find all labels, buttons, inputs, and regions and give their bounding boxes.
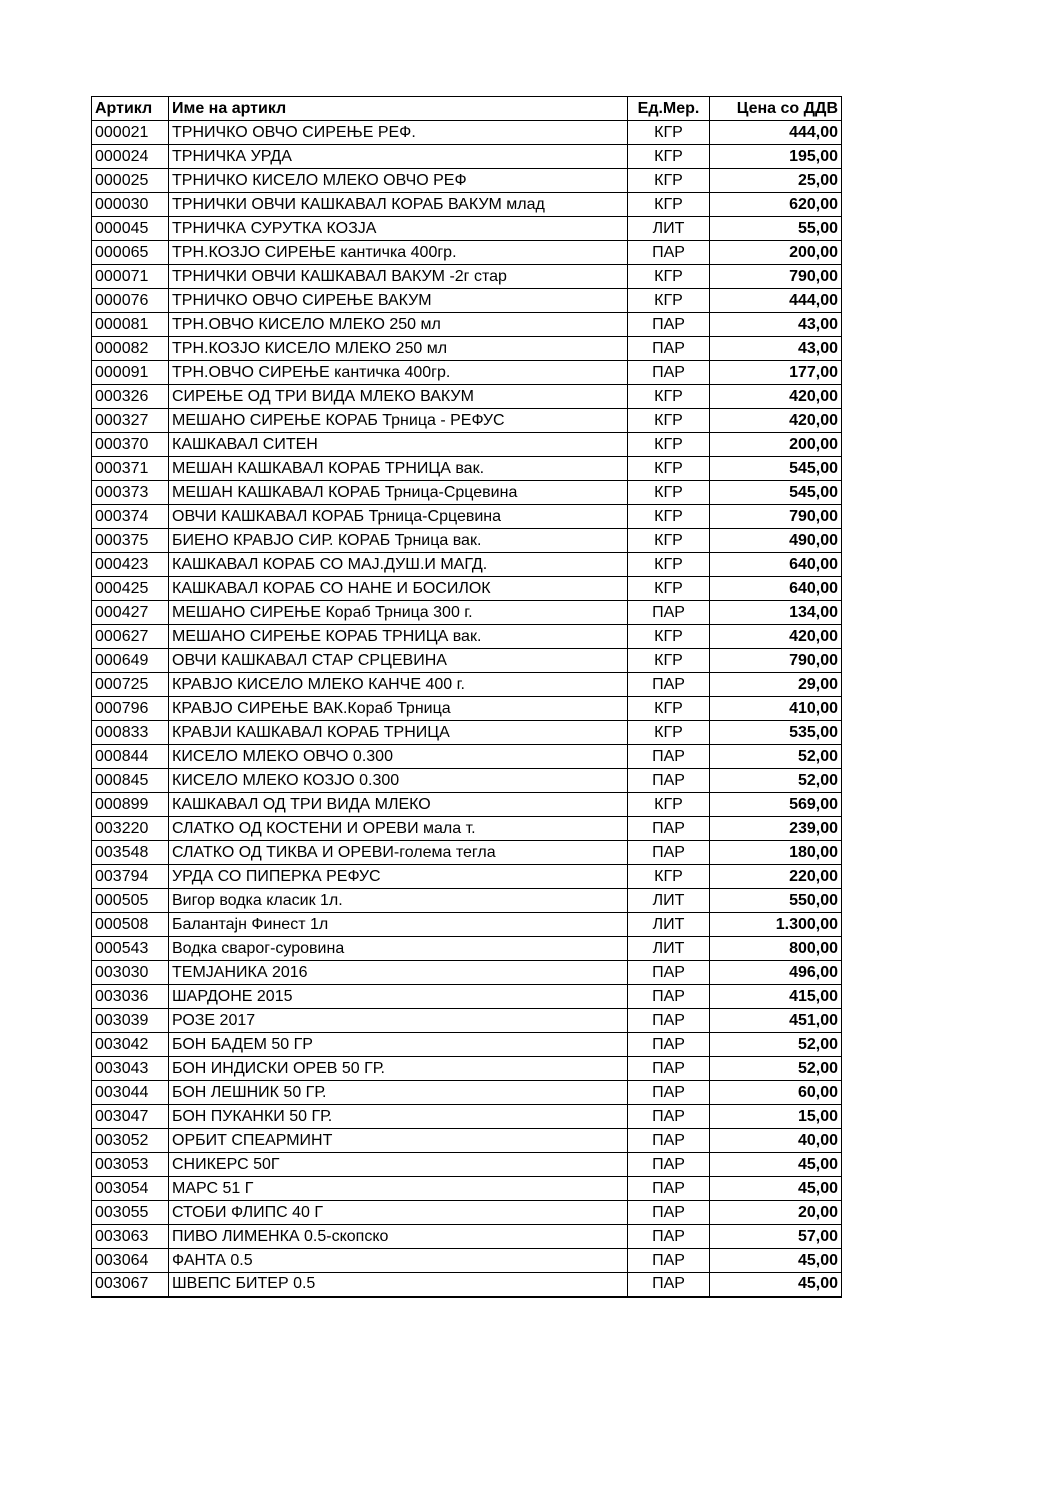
cell-unit: ПАР (628, 1153, 710, 1177)
table-row (92, 433, 842, 457)
cell-unit: ПАР (628, 985, 710, 1009)
table-row (92, 553, 842, 577)
table-row (92, 865, 842, 889)
cell-price: 444,00 (710, 289, 842, 313)
cell-code: 003036 (92, 985, 169, 1009)
table-row (92, 1129, 842, 1153)
cell-unit: КГР (628, 481, 710, 505)
table-row (92, 577, 842, 601)
header-code: Артикл (92, 97, 169, 121)
cell-price: 444,00 (710, 121, 842, 145)
table-row (92, 409, 842, 433)
table-row (92, 1105, 842, 1129)
table-row (92, 697, 842, 721)
cell-name: СЛАТКО ОД ТИКВА И ОРЕВИ-голема тегла (169, 841, 628, 865)
table-row (92, 1081, 842, 1105)
cell-code: 000375 (92, 529, 169, 553)
cell-code: 000374 (92, 505, 169, 529)
cell-unit: ПАР (628, 1057, 710, 1081)
cell-name: БОН ПУКАНКИ 50 ГР. (169, 1105, 628, 1129)
cell-price: 490,00 (710, 529, 842, 553)
cell-price: 451,00 (710, 1009, 842, 1033)
cell-price: 640,00 (710, 577, 842, 601)
table-header-row (92, 97, 842, 121)
cell-code: 000371 (92, 457, 169, 481)
cell-price: 640,00 (710, 553, 842, 577)
cell-code: 000899 (92, 793, 169, 817)
table-row (92, 241, 842, 265)
table-row (92, 793, 842, 817)
cell-unit: ЛИТ (628, 217, 710, 241)
cell-unit: КГР (628, 265, 710, 289)
cell-price: 420,00 (710, 409, 842, 433)
cell-price: 420,00 (710, 385, 842, 409)
table-row (92, 121, 842, 145)
table-row (92, 481, 842, 505)
table-row (92, 361, 842, 385)
cell-name: МЕШАН КАШКАВАЛ КОРАБ Трница-Срцевина (169, 481, 628, 505)
cell-code: 000505 (92, 889, 169, 913)
cell-unit: ПАР (628, 601, 710, 625)
table-row (92, 1201, 842, 1225)
cell-name: Водка сварог-суровина (169, 937, 628, 961)
cell-price: 790,00 (710, 649, 842, 673)
cell-name: ТРНИЧКО ОВЧО СИРЕЊЕ РЕФ. (169, 121, 628, 145)
cell-price: 800,00 (710, 937, 842, 961)
cell-code: 003064 (92, 1249, 169, 1273)
cell-unit: КГР (628, 529, 710, 553)
cell-price: 25,00 (710, 169, 842, 193)
table-row (92, 601, 842, 625)
cell-name: БОН БАДЕМ 50 ГР (169, 1033, 628, 1057)
cell-name: ОВЧИ КАШКАВАЛ СТАР СРЦЕВИНА (169, 649, 628, 673)
table-row (92, 313, 842, 337)
cell-code: 000076 (92, 289, 169, 313)
cell-name: МЕШАНО СИРЕЊЕ КОРАБ ТРНИЦА вак. (169, 625, 628, 649)
cell-unit: КГР (628, 625, 710, 649)
cell-unit: ПАР (628, 1201, 710, 1225)
cell-price: 52,00 (710, 1033, 842, 1057)
cell-name: ТРНИЧКИ ОВЧИ КАШКАВАЛ КОРАБ ВАКУМ млад (169, 193, 628, 217)
cell-name: КАШКАВАЛ КОРАБ СО НАНЕ И БОСИЛОК (169, 577, 628, 601)
table-row (92, 457, 842, 481)
cell-code: 000649 (92, 649, 169, 673)
table-row (92, 1177, 842, 1201)
cell-code: 000082 (92, 337, 169, 361)
cell-name: КАШКАВАЛ ОД ТРИ ВИДА МЛЕКО (169, 793, 628, 817)
table-row (92, 745, 842, 769)
table-row (92, 913, 842, 937)
cell-price: 45,00 (710, 1249, 842, 1273)
cell-price: 52,00 (710, 769, 842, 793)
cell-unit: КГР (628, 697, 710, 721)
cell-price: 550,00 (710, 889, 842, 913)
table-row (92, 217, 842, 241)
cell-unit: КГР (628, 505, 710, 529)
cell-code: 000844 (92, 745, 169, 769)
table-row (92, 721, 842, 745)
cell-price: 45,00 (710, 1177, 842, 1201)
cell-name: БОН ИНДИСКИ ОРЕВ 50 ГР. (169, 1057, 628, 1081)
cell-price: 180,00 (710, 841, 842, 865)
cell-price: 420,00 (710, 625, 842, 649)
cell-code: 003548 (92, 841, 169, 865)
cell-code: 003055 (92, 1201, 169, 1225)
table-row (92, 265, 842, 289)
cell-code: 003052 (92, 1129, 169, 1153)
cell-price: 43,00 (710, 313, 842, 337)
cell-unit: ЛИТ (628, 913, 710, 937)
cell-code: 000065 (92, 241, 169, 265)
table-row (92, 937, 842, 961)
cell-price: 20,00 (710, 1201, 842, 1225)
cell-name: СИРЕЊЕ ОД ТРИ ВИДА МЛЕКО ВАКУМ (169, 385, 628, 409)
cell-name: КАШКАВАЛ СИТЕН (169, 433, 628, 457)
table-row (92, 1033, 842, 1057)
table-row (92, 193, 842, 217)
cell-name: ТРНИЧКА УРДА (169, 145, 628, 169)
table-row (92, 1273, 842, 1297)
cell-price: 415,00 (710, 985, 842, 1009)
table-row (92, 1249, 842, 1273)
cell-name: Балантајн Финест 1л (169, 913, 628, 937)
cell-unit: КГР (628, 121, 710, 145)
table-row (92, 145, 842, 169)
cell-name: КИСЕЛО МЛЕКО КОЗЈО 0.300 (169, 769, 628, 793)
cell-unit: ПАР (628, 1105, 710, 1129)
cell-unit: ПАР (628, 1249, 710, 1273)
cell-name: УРДА СО ПИПЕРКА РЕФУС (169, 865, 628, 889)
cell-code: 000627 (92, 625, 169, 649)
cell-code: 003047 (92, 1105, 169, 1129)
cell-code: 000370 (92, 433, 169, 457)
table-row (92, 961, 842, 985)
cell-name: МЕШАНО СИРЕЊЕ Кораб Трница 300 г. (169, 601, 628, 625)
cell-name: РОЗЕ 2017 (169, 1009, 628, 1033)
cell-unit: КГР (628, 457, 710, 481)
cell-unit: ПАР (628, 1033, 710, 1057)
cell-price: 200,00 (710, 241, 842, 265)
cell-code: 003044 (92, 1081, 169, 1105)
cell-name: КРАВЈИ КАШКАВАЛ КОРАБ ТРНИЦА (169, 721, 628, 745)
table-row (92, 337, 842, 361)
header-price: Цена со ДДВ (710, 97, 842, 121)
cell-unit: КГР (628, 793, 710, 817)
cell-price: 1.300,00 (710, 913, 842, 937)
header-unit: Ед.Мер. (628, 97, 710, 121)
table-row (92, 385, 842, 409)
cell-name: ПИВО ЛИМЕНКА 0.5-скопско (169, 1225, 628, 1249)
cell-price: 134,00 (710, 601, 842, 625)
cell-code: 000508 (92, 913, 169, 937)
table-row (92, 289, 842, 313)
cell-price: 496,00 (710, 961, 842, 985)
cell-unit: ЛИТ (628, 889, 710, 913)
cell-price: 569,00 (710, 793, 842, 817)
cell-unit: КГР (628, 649, 710, 673)
cell-code: 000796 (92, 697, 169, 721)
cell-code: 000373 (92, 481, 169, 505)
cell-price: 15,00 (710, 1105, 842, 1129)
cell-name: ТРНИЧКА СУРУТКА КОЗЈА (169, 217, 628, 241)
cell-name: ШАРДОНЕ 2015 (169, 985, 628, 1009)
cell-unit: ПАР (628, 1225, 710, 1249)
cell-name: ОВЧИ КАШКАВАЛ КОРАБ Трница-Срцевина (169, 505, 628, 529)
cell-unit: КГР (628, 385, 710, 409)
cell-unit: ПАР (628, 337, 710, 361)
cell-unit: ПАР (628, 769, 710, 793)
cell-unit: КГР (628, 289, 710, 313)
cell-unit: ЛИТ (628, 937, 710, 961)
cell-name: МЕШАН КАШКАВАЛ КОРАБ ТРНИЦА вак. (169, 457, 628, 481)
table-row (92, 841, 842, 865)
cell-price: 57,00 (710, 1225, 842, 1249)
cell-unit: КГР (628, 169, 710, 193)
cell-unit: ПАР (628, 673, 710, 697)
cell-name: СТОБИ ФЛИПС 40 Г (169, 1201, 628, 1225)
cell-name: МЕШАНО СИРЕЊЕ КОРАБ Трница - РЕФУС (169, 409, 628, 433)
cell-price: 45,00 (710, 1153, 842, 1177)
cell-name: КРАВЈО СИРЕЊЕ ВАК.Кораб Трница (169, 697, 628, 721)
cell-code: 000425 (92, 577, 169, 601)
cell-price: 239,00 (710, 817, 842, 841)
cell-code: 000071 (92, 265, 169, 289)
table-row (92, 1057, 842, 1081)
cell-unit: КГР (628, 553, 710, 577)
cell-code: 000833 (92, 721, 169, 745)
table-row (92, 985, 842, 1009)
cell-code: 000326 (92, 385, 169, 409)
cell-unit: КГР (628, 193, 710, 217)
cell-price: 790,00 (710, 505, 842, 529)
cell-name: ТРНИЧКИ ОВЧИ КАШКАВАЛ ВАКУМ -2г стар (169, 265, 628, 289)
cell-code: 000025 (92, 169, 169, 193)
cell-price: 545,00 (710, 457, 842, 481)
cell-code: 000423 (92, 553, 169, 577)
cell-price: 52,00 (710, 1057, 842, 1081)
cell-unit: КГР (628, 577, 710, 601)
cell-price: 45,00 (710, 1273, 842, 1297)
cell-price: 200,00 (710, 433, 842, 457)
cell-code: 000845 (92, 769, 169, 793)
cell-unit: ПАР (628, 745, 710, 769)
cell-name: КРАВЈО КИСЕЛО МЛЕКО КАНЧЕ 400 г. (169, 673, 628, 697)
table-row (92, 1225, 842, 1249)
cell-name: ШВЕПС БИТЕР 0.5 (169, 1273, 628, 1297)
cell-price: 40,00 (710, 1129, 842, 1153)
cell-price: 620,00 (710, 193, 842, 217)
cell-code: 003063 (92, 1225, 169, 1249)
table-body (92, 121, 842, 1297)
cell-name: МАРС 51 Г (169, 1177, 628, 1201)
cell-price: 177,00 (710, 361, 842, 385)
cell-price: 52,00 (710, 745, 842, 769)
price-list-sheet (91, 96, 842, 1298)
cell-name: ТРН.ОВЧО СИРЕЊЕ кантичка 400гр. (169, 361, 628, 385)
cell-name: ОРБИТ СПЕАРМИНТ (169, 1129, 628, 1153)
cell-unit: КГР (628, 433, 710, 457)
cell-code: 000030 (92, 193, 169, 217)
cell-code: 003220 (92, 817, 169, 841)
cell-unit: ПАР (628, 1177, 710, 1201)
cell-code: 003043 (92, 1057, 169, 1081)
cell-price: 43,00 (710, 337, 842, 361)
cell-name: КИСЕЛО МЛЕКО ОВЧО 0.300 (169, 745, 628, 769)
cell-unit: ПАР (628, 961, 710, 985)
cell-code: 003030 (92, 961, 169, 985)
cell-price: 535,00 (710, 721, 842, 745)
table-row (92, 649, 842, 673)
cell-unit: КГР (628, 721, 710, 745)
cell-code: 000024 (92, 145, 169, 169)
cell-name: ТРНИЧКО ОВЧО СИРЕЊЕ ВАКУМ (169, 289, 628, 313)
cell-name: Вигор водка класик 1л. (169, 889, 628, 913)
cell-name: ТЕМЈАНИКА 2016 (169, 961, 628, 985)
cell-name: БОН ЛЕШНИК 50 ГР. (169, 1081, 628, 1105)
cell-name: СЛАТКО ОД КОСТЕНИ И ОРЕВИ мала т. (169, 817, 628, 841)
cell-code: 003794 (92, 865, 169, 889)
cell-unit: ПАР (628, 1009, 710, 1033)
cell-code: 000543 (92, 937, 169, 961)
cell-name: КАШКАВАЛ КОРАБ СО МАЈ.ДУШ.И МАГД. (169, 553, 628, 577)
cell-name: ФАНТА 0.5 (169, 1249, 628, 1273)
table-row (92, 529, 842, 553)
cell-name: ТРН.КОЗЈО КИСЕЛО МЛЕКО 250 мл (169, 337, 628, 361)
cell-code: 003067 (92, 1273, 169, 1297)
cell-price: 29,00 (710, 673, 842, 697)
cell-unit: КГР (628, 145, 710, 169)
cell-code: 000021 (92, 121, 169, 145)
cell-price: 55,00 (710, 217, 842, 241)
cell-name: СНИКЕРС 50Г (169, 1153, 628, 1177)
cell-code: 000045 (92, 217, 169, 241)
cell-price: 195,00 (710, 145, 842, 169)
table-row (92, 1153, 842, 1177)
cell-unit: КГР (628, 865, 710, 889)
cell-price: 790,00 (710, 265, 842, 289)
cell-name: ТРН.КОЗЈО СИРЕЊЕ кантичка 400гр. (169, 241, 628, 265)
cell-code: 000091 (92, 361, 169, 385)
cell-unit: ПАР (628, 1129, 710, 1153)
table-row (92, 505, 842, 529)
cell-code: 000327 (92, 409, 169, 433)
cell-unit: ПАР (628, 841, 710, 865)
cell-name: ТРН.ОВЧО КИСЕЛО МЛЕКО 250 мл (169, 313, 628, 337)
cell-unit: ПАР (628, 1273, 710, 1297)
cell-code: 003053 (92, 1153, 169, 1177)
price-table (91, 96, 842, 1298)
cell-code: 000081 (92, 313, 169, 337)
cell-code: 003054 (92, 1177, 169, 1201)
cell-unit: ПАР (628, 361, 710, 385)
cell-code: 003039 (92, 1009, 169, 1033)
cell-code: 000427 (92, 601, 169, 625)
table-row (92, 169, 842, 193)
cell-code: 000725 (92, 673, 169, 697)
cell-unit: ПАР (628, 241, 710, 265)
table-row (92, 889, 842, 913)
cell-price: 545,00 (710, 481, 842, 505)
cell-name: БИЕНО КРАВЈО СИР. КОРАБ Трница вак. (169, 529, 628, 553)
cell-price: 60,00 (710, 1081, 842, 1105)
cell-price: 220,00 (710, 865, 842, 889)
table-row (92, 673, 842, 697)
header-name: Име на артикл (169, 97, 628, 121)
cell-unit: КГР (628, 409, 710, 433)
cell-unit: ПАР (628, 817, 710, 841)
table-row (92, 769, 842, 793)
table-row (92, 817, 842, 841)
cell-name: ТРНИЧКО КИСЕЛО МЛЕКО ОВЧО РЕФ (169, 169, 628, 193)
cell-price: 410,00 (710, 697, 842, 721)
table-row (92, 625, 842, 649)
cell-code: 003042 (92, 1033, 169, 1057)
cell-unit: ПАР (628, 1081, 710, 1105)
table-row (92, 1009, 842, 1033)
cell-unit: ПАР (628, 313, 710, 337)
